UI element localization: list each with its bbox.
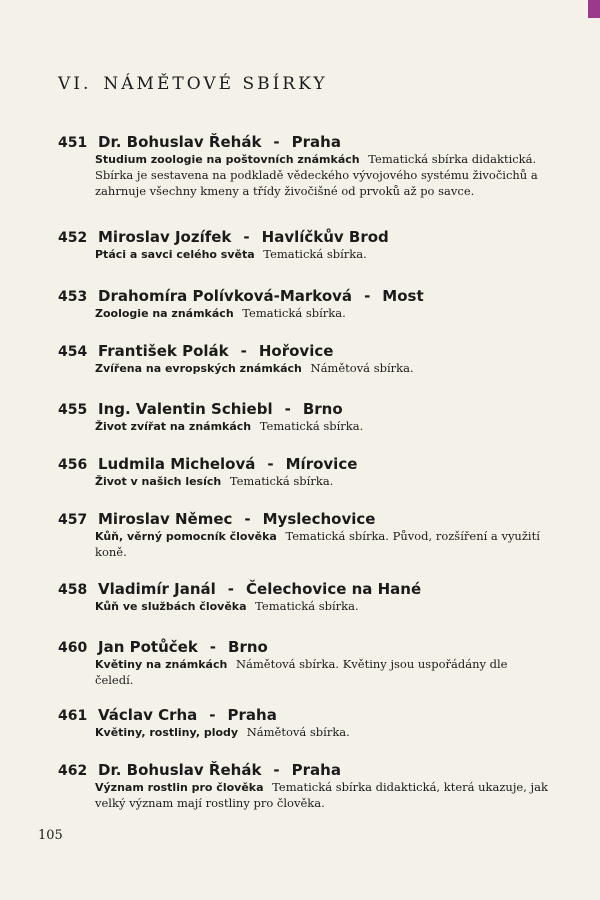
entry-number: 458 — [58, 582, 88, 598]
entry-name: Miroslav Jozífek — [98, 228, 232, 246]
entry-topic: Květiny na známkách — [95, 658, 228, 671]
entry-city: Havlíčkův Brod — [261, 228, 389, 246]
entry-city: Praha — [291, 761, 341, 779]
entry-separator: - — [244, 510, 251, 528]
entry-name: Dr. Bohuslav Řehák — [98, 133, 262, 151]
entry-description: Námětová sbírka. — [246, 725, 350, 739]
entry-name: Ludmila Michelová — [98, 455, 256, 473]
entry-topic: Zoologie na známkách — [95, 307, 234, 320]
entry-description: Tematická sbírka. — [259, 419, 364, 433]
page-number: 105 — [38, 828, 63, 843]
entry-topic: Kůň ve službách člověka — [95, 600, 247, 613]
entry-separator: - — [209, 706, 216, 724]
entry-name: František Polák — [98, 342, 229, 360]
entry-separator: - — [209, 638, 217, 656]
entry-457 — [58, 510, 548, 561]
entry-452 — [58, 228, 548, 263]
entry-name: Drahomíra Polívková-Marková — [98, 287, 353, 305]
entry-separator: - — [273, 761, 280, 779]
entry-description: Námětová sbírka. — [310, 361, 414, 375]
entry-description: Námětová sbírka. Květiny jsou uspořádány dle čeledí. — [95, 657, 508, 687]
section-number: VI. — [58, 74, 92, 94]
entry-topic: Život v našich lesích — [95, 475, 222, 488]
entry-topic: Kůň, věrný pomocník člověka — [95, 530, 277, 543]
entry-separator: - — [273, 133, 280, 151]
entry-number: 462 — [58, 763, 88, 779]
section-title — [58, 74, 328, 94]
entry-separator: - — [240, 342, 247, 360]
entry-city: Most — [382, 287, 424, 305]
entry-name: Miroslav Němec — [98, 510, 233, 528]
entry-separator: - — [267, 455, 274, 473]
entry-description: Tematická sbírka. Původ, rozšíření a využití koně. — [95, 529, 540, 559]
entry-description: Tematická sbírka. — [229, 474, 334, 488]
entry-451 — [58, 133, 548, 200]
entry-city: Hořovice — [258, 342, 334, 360]
entry-description: Tematická sbírka didaktická, která ukazuje, jak velký význam mají rostliny pro člověka. — [95, 780, 548, 810]
entry-460 — [58, 638, 548, 689]
entry-name: Václav Crha — [98, 706, 198, 724]
entry-461 — [58, 706, 548, 741]
entry-number: 457 — [58, 512, 88, 528]
entry-separator: - — [243, 228, 250, 246]
entry-city: Myslechovice — [262, 510, 376, 528]
entry-topic: Květiny, rostliny, plody — [95, 726, 239, 739]
entry-description: Tematická sbírka. — [263, 247, 367, 261]
entry-454 — [58, 342, 548, 377]
entry-number: 452 — [58, 230, 88, 246]
entry-separator: - — [227, 580, 235, 598]
entry-number: 454 — [58, 344, 88, 360]
entry-453 — [58, 287, 548, 322]
entry-topic: Zvířena na evropských známkách — [95, 362, 302, 375]
entry-topic: Význam rostlin pro člověka — [95, 781, 264, 794]
entry-458 — [58, 580, 548, 615]
entry-number: 453 — [58, 289, 88, 305]
entry-number: 455 — [58, 402, 88, 418]
entry-topic: Život zvířat na známkách — [95, 420, 252, 433]
entry-description: Tematická sbírka. — [255, 599, 359, 613]
entry-city: Brno — [302, 400, 343, 418]
entry-topic: Ptáci a savci celého světa — [95, 248, 255, 261]
entry-number: 460 — [58, 640, 88, 656]
section-heading: NÁMĚTOVÉ SBÍRKY — [103, 74, 328, 94]
entry-separator: - — [364, 287, 371, 305]
entry-462 — [58, 761, 548, 812]
entry-456 — [58, 455, 548, 490]
entry-name: Dr. Bohuslav Řehák — [98, 761, 262, 779]
entry-number: 451 — [58, 135, 88, 151]
entry-description: Tematická sbírka didaktická. Sbírka je sestavena na podkladě vědeckého vývojového systému živočichů a zahrnuje všechny kmeny a třídy živočišné od prvoků až po savce. — [95, 152, 538, 198]
entry-city: Brno — [228, 638, 268, 656]
entry-city: Mírovice — [285, 455, 358, 473]
entry-separator: - — [284, 400, 291, 418]
entry-number: 461 — [58, 708, 88, 724]
entry-city: Praha — [291, 133, 341, 151]
entry-455 — [58, 400, 548, 435]
purple-edge-strip — [588, 0, 600, 18]
entry-city: Čelechovice na Hané — [246, 580, 422, 598]
entry-name: Ing. Valentin Schiebl — [98, 400, 273, 418]
entry-name: Vladimír Janál — [98, 580, 216, 598]
entry-number: 456 — [58, 457, 88, 473]
entry-description: Tematická sbírka. — [242, 306, 346, 320]
entry-city: Praha — [227, 706, 277, 724]
entry-name: Jan Potůček — [98, 638, 198, 656]
entry-topic: Studium zoologie na poštovních známkách — [95, 153, 360, 166]
